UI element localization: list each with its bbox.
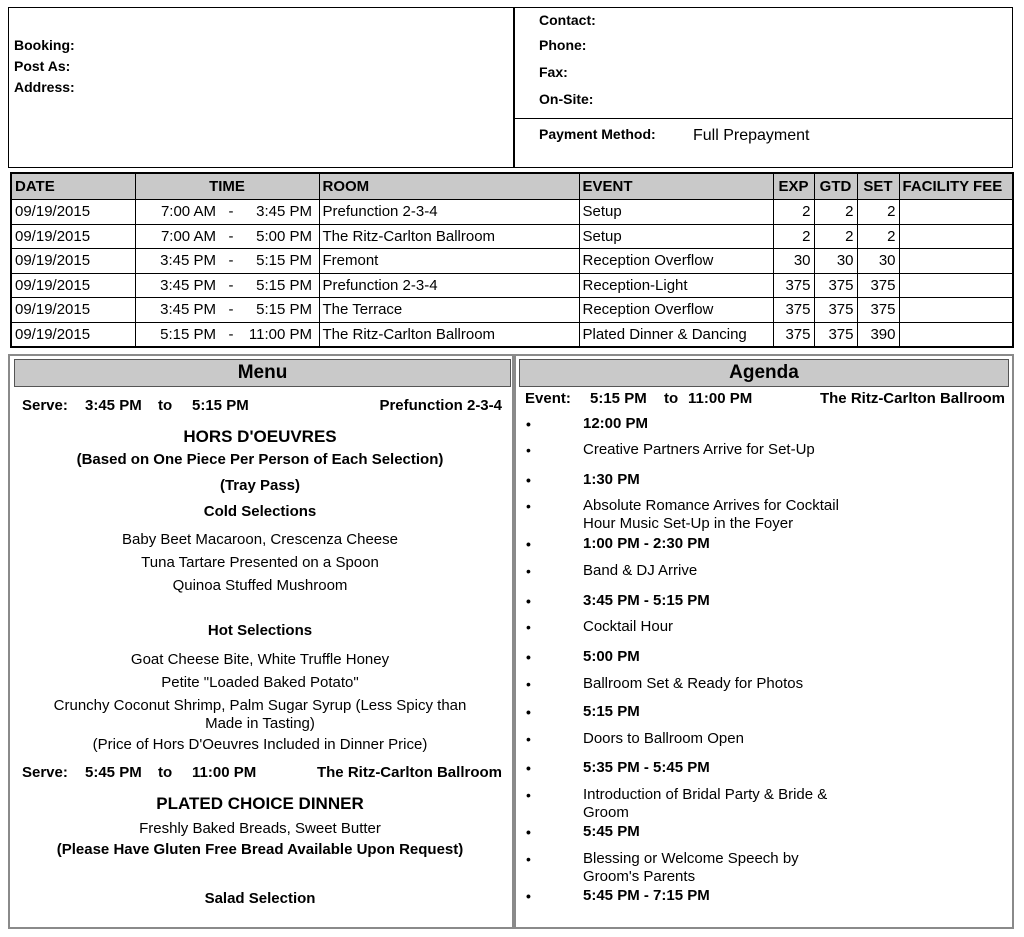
agenda-item-text: Band & DJ Arrive (583, 562, 698, 579)
hors-title: HORS D'OEUVRES (183, 427, 337, 446)
date-cell: 09/19/2015 (11, 249, 135, 274)
time-dash: - (228, 301, 234, 319)
agenda-bullet: • (526, 676, 531, 692)
col-exp: EXP (773, 173, 814, 200)
dinner-title: PLATED CHOICE DINNER (156, 794, 364, 813)
agenda-bullet: • (526, 472, 531, 488)
fee-cell (899, 224, 1013, 249)
onsite-label: On-Site: (539, 91, 594, 107)
gtd-cell: 375 (814, 322, 857, 347)
time-cell (135, 200, 319, 225)
start-time: 3:45 PM (160, 301, 216, 319)
event-start: 5:15 PM (590, 390, 647, 407)
exp-cell: 375 (773, 273, 814, 298)
room-cell: The Ritz-Carlton Ballroom (319, 224, 579, 249)
set-cell: 2 (857, 200, 899, 225)
time-dash: - (228, 252, 234, 270)
cold-item: Tuna Tartare Presented on a Spoon (141, 554, 379, 571)
menu-title: Menu (14, 359, 511, 387)
serve-start: 3:45 PM (85, 397, 142, 414)
set-cell: 375 (857, 298, 899, 323)
fax-label: Fax: (539, 64, 568, 80)
set-cell: 390 (857, 322, 899, 347)
event-label: Event: (525, 390, 571, 407)
date-cell: 09/19/2015 (11, 322, 135, 347)
cold-item: Baby Beet Macaroon, Crescenza Cheese (122, 531, 398, 548)
fee-cell (899, 273, 1013, 298)
agenda-bullet: • (526, 498, 531, 514)
cold-title: Cold Selections (203, 503, 317, 520)
agenda-item-text: Blessing or Welcome Speech by (583, 850, 799, 867)
table-row (11, 224, 1013, 249)
serve-label: Serve: (22, 397, 68, 414)
end-time: 5:15 PM (256, 301, 312, 319)
event-room: The Ritz-Carlton Ballroom (819, 390, 1005, 407)
col-room: ROOM (319, 173, 579, 200)
schedule-header-row (11, 173, 1013, 200)
serve-room: Prefunction 2-3-4 (379, 397, 502, 414)
hot-item: Crunchy Coconut Shrimp, Palm Sugar Syrup (Less Spicy than (53, 697, 467, 714)
serve-room: The Ritz-Carlton Ballroom (316, 764, 502, 781)
agenda-bullet: • (526, 563, 531, 579)
serve-label: Serve: (22, 764, 68, 781)
date-cell: 09/19/2015 (11, 200, 135, 225)
gtd-cell: 375 (814, 273, 857, 298)
agenda-bullet: • (526, 416, 531, 432)
event-end: 11:00 PM (688, 390, 753, 407)
agenda-time: 5:35 PM - 5:45 PM (583, 759, 710, 776)
start-time: 3:45 PM (160, 276, 216, 294)
event-to: to (664, 390, 679, 407)
booking-label: Booking: (14, 37, 75, 53)
date-cell: 09/19/2015 (11, 273, 135, 298)
agenda-time: 5:00 PM (583, 648, 640, 665)
agenda-title: Agenda (519, 359, 1009, 387)
exp-cell: 30 (773, 249, 814, 274)
exp-cell: 375 (773, 322, 814, 347)
time-dash: - (228, 325, 234, 343)
agenda-bullet: • (526, 649, 531, 665)
dinner-line: Freshly Baked Breads, Sweet Butter (139, 820, 381, 837)
col-facility-fee: FACILITY FEE (899, 173, 1013, 200)
agenda-bullet: • (526, 619, 531, 635)
time-cell (135, 224, 319, 249)
agenda-item-text: Creative Partners Arrive for Set-Up (583, 441, 815, 458)
agenda-bullet: • (526, 536, 531, 552)
time-cell (135, 322, 319, 347)
agenda-time: 5:45 PM - 7:15 PM (583, 887, 710, 904)
event-cell: Reception Overflow (579, 249, 773, 274)
contact-label: Contact: (539, 12, 596, 28)
set-cell: 30 (857, 249, 899, 274)
event-cell: Plated Dinner & Dancing (579, 322, 773, 347)
hot-item: Goat Cheese Bite, White Truffle Honey (130, 651, 390, 668)
event-cell: Reception Overflow (579, 298, 773, 323)
time-cell (135, 273, 319, 298)
date-cell: 09/19/2015 (11, 298, 135, 323)
date-cell: 09/19/2015 (11, 224, 135, 249)
table-row (11, 249, 1013, 274)
phone-label: Phone: (539, 37, 587, 53)
room-cell: Prefunction 2-3-4 (319, 200, 579, 225)
col-set: SET (857, 173, 899, 200)
schedule-table (10, 172, 1014, 348)
post-as-label: Post As: (14, 58, 71, 74)
agenda-item-text: Groom (583, 804, 629, 821)
cold-item: Quinoa Stuffed Mushroom (172, 577, 348, 594)
agenda-bullet: • (526, 760, 531, 776)
agenda-time: 12:00 PM (583, 415, 649, 432)
agenda-time: 1:00 PM - 2:30 PM (583, 535, 710, 552)
gtd-cell: 375 (814, 298, 857, 323)
room-cell: Prefunction 2-3-4 (319, 273, 579, 298)
agenda-item-text: Absolute Romance Arrives for Cocktail (583, 497, 839, 514)
agenda-bullet: • (526, 824, 531, 840)
col-gtd: GTD (814, 173, 857, 200)
serve-end: 5:15 PM (192, 397, 249, 414)
start-time: 7:00 AM (160, 203, 216, 221)
exp-cell: 2 (773, 200, 814, 225)
table-row (11, 322, 1013, 347)
agenda-item-text: Hour Music Set-Up in the Foyer (583, 515, 794, 532)
salad-title: Salad Selection (204, 890, 316, 907)
fee-cell (899, 200, 1013, 225)
table-row (11, 273, 1013, 298)
serve-start: 5:45 PM (85, 764, 142, 781)
start-time: 3:45 PM (160, 252, 216, 270)
end-time: 5:15 PM (256, 252, 312, 270)
agenda-bullet: • (526, 704, 531, 720)
exp-cell: 375 (773, 298, 814, 323)
col-event: EVENT (579, 173, 773, 200)
agenda-item-text: Introduction of Bridal Party & Bride & (583, 786, 828, 803)
header-left-box (8, 7, 515, 168)
agenda-time: 5:45 PM (583, 823, 640, 840)
time-dash: - (228, 276, 234, 294)
hot-item: (Price of Hors D'Oeuvres Included in Dinner Price) (92, 736, 428, 753)
fee-cell (899, 322, 1013, 347)
agenda-time: 1:30 PM (583, 471, 640, 488)
payment-method-label: Payment Method: (539, 126, 656, 142)
agenda-bullet: • (526, 731, 531, 747)
event-cell: Setup (579, 200, 773, 225)
serve-end: 11:00 PM (192, 764, 257, 781)
set-cell: 2 (857, 224, 899, 249)
hot-title: Hot Selections (207, 622, 313, 639)
col-time: TIME (135, 173, 319, 200)
agenda-item-text: Cocktail Hour (583, 618, 674, 635)
end-time: 5:00 PM (256, 227, 312, 245)
event-cell: Setup (579, 224, 773, 249)
agenda-bullet: • (526, 888, 531, 904)
serve-to: to (158, 764, 173, 781)
agenda-time: 5:15 PM (583, 703, 640, 720)
hors-note: (Based on One Piece Per Person of Each Selection) (76, 451, 444, 468)
payment-method-value: Full Prepayment (693, 127, 810, 144)
tray-pass: (Tray Pass) (219, 477, 301, 494)
start-time: 7:00 AM (160, 227, 216, 245)
fee-cell (899, 298, 1013, 323)
agenda-bullet: • (526, 787, 531, 803)
table-row (11, 200, 1013, 225)
time-dash: - (228, 227, 234, 245)
start-time: 5:15 PM (160, 325, 216, 343)
end-time: 11:00 PM (248, 325, 312, 343)
gtd-cell: 2 (814, 224, 857, 249)
end-time: 5:15 PM (256, 276, 312, 294)
hot-item: Petite "Loaded Baked Potato" (161, 674, 359, 691)
serve-row-2 (22, 764, 502, 781)
event-cell: Reception-Light (579, 273, 773, 298)
gtd-cell: 2 (814, 200, 857, 225)
table-row (11, 298, 1013, 323)
agenda-bullet: • (526, 442, 531, 458)
end-time: 3:45 PM (256, 203, 312, 221)
address-label: Address: (14, 79, 75, 95)
gtd-cell: 30 (814, 249, 857, 274)
agenda-item-text: Doors to Ballroom Open (583, 730, 744, 747)
agenda-time: 3:45 PM - 5:15 PM (583, 592, 710, 609)
room-cell: The Ritz-Carlton Ballroom (319, 322, 579, 347)
time-cell (135, 298, 319, 323)
room-cell: The Terrace (319, 298, 579, 323)
agenda-bullet: • (526, 593, 531, 609)
agenda-item-text: Ballroom Set & Ready for Photos (583, 675, 804, 692)
serve-row-1 (22, 397, 502, 414)
payment-divider (513, 118, 1013, 119)
dinner-note: (Please Have Gluten Free Bread Available Upon Request) (56, 841, 464, 858)
serve-to: to (158, 397, 173, 414)
hot-item: Made in Tasting) (205, 715, 315, 732)
fee-cell (899, 249, 1013, 274)
agenda-event-row (525, 390, 1005, 407)
set-cell: 375 (857, 273, 899, 298)
exp-cell: 2 (773, 224, 814, 249)
time-dash: - (228, 203, 234, 221)
time-cell (135, 249, 319, 274)
agenda-item-text: Groom's Parents (583, 868, 696, 885)
col-date: DATE (11, 173, 135, 200)
agenda-bullet: • (526, 851, 531, 867)
room-cell: Fremont (319, 249, 579, 274)
